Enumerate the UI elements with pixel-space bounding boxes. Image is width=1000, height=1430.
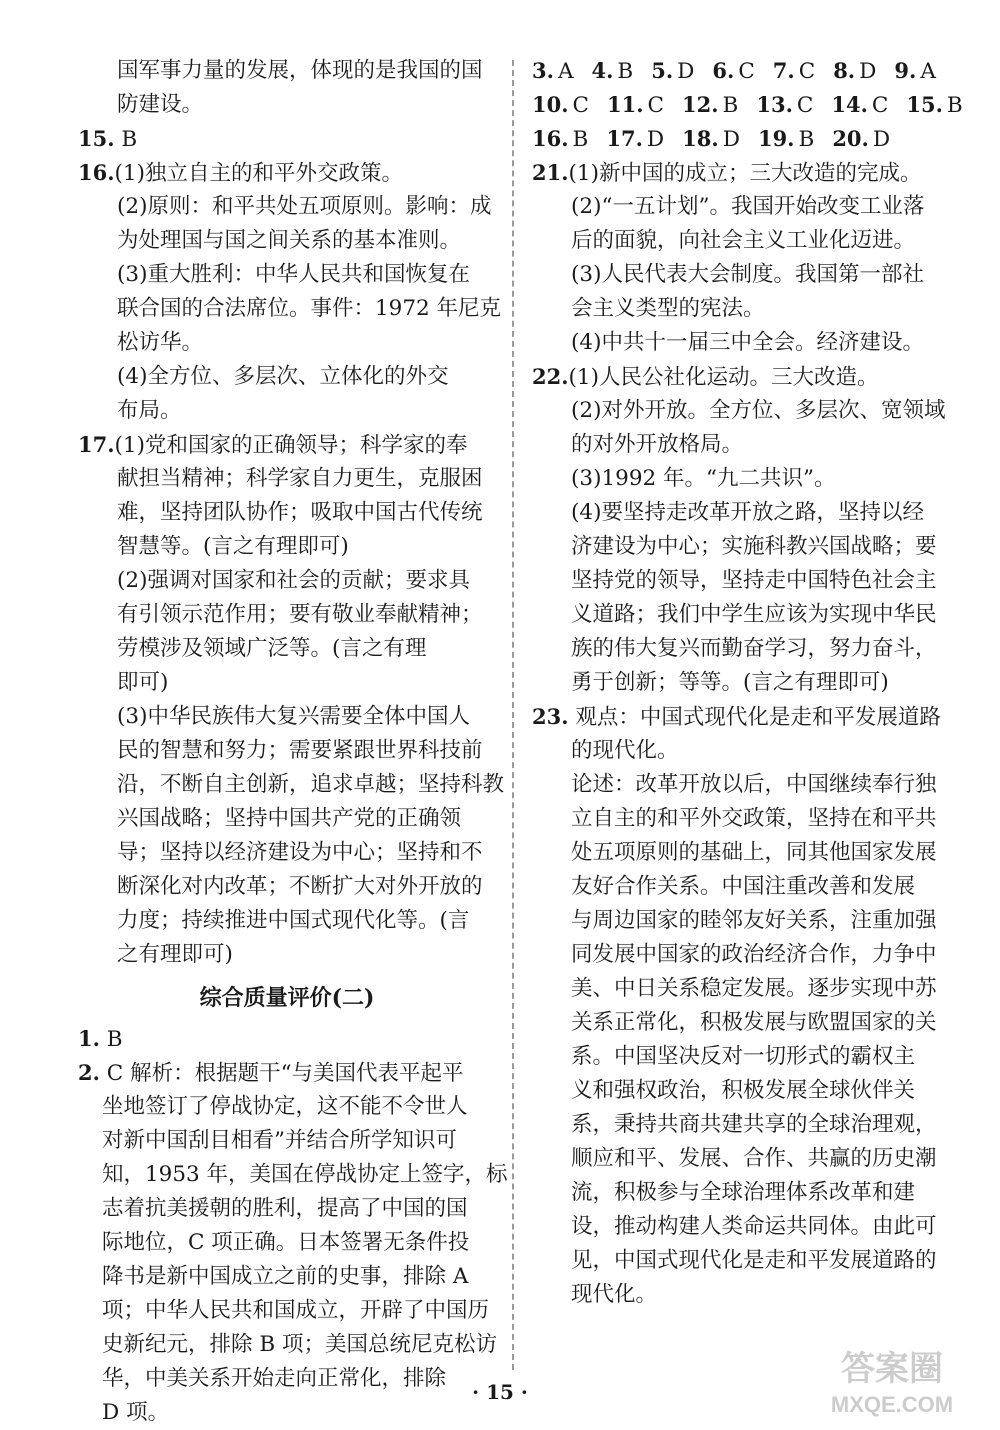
text-line: 有引领示范作用；要有敬业奉献精神； bbox=[117, 602, 483, 627]
text-line: (3)1992 年。“九二共识”。 bbox=[571, 466, 836, 491]
mc-answer bbox=[712, 54, 754, 89]
answer-letter: B bbox=[617, 59, 634, 84]
text-line: (3)中华民族伟大复兴需要全体中国人 bbox=[117, 704, 470, 729]
watermark-logo bbox=[812, 1340, 972, 1420]
question-number: 15. bbox=[906, 92, 943, 117]
mc-answer bbox=[607, 88, 664, 123]
question-number: 16. bbox=[78, 160, 115, 185]
answer-text: B bbox=[121, 127, 138, 152]
answer-letter: C bbox=[572, 93, 589, 118]
text-line: 即可) bbox=[117, 670, 169, 695]
text-line: 民的智慧和努力；需要紧跟世界科技前 bbox=[117, 738, 483, 763]
section-title: 综合质量评价(二) bbox=[199, 985, 375, 1011]
text-line: 义和强权政治，积极发展全球伙伴关 bbox=[571, 1078, 916, 1103]
text-line: 见，中国式现代化是走和平发展道路的 bbox=[571, 1248, 937, 1273]
text-line: (4)要坚持走改革开放之路，坚持以经 bbox=[571, 500, 924, 525]
text-line: 与周边国家的睦邻友好关系，注重加强 bbox=[571, 908, 937, 933]
answer-text: (1)人民公社化运动。三大改造。 bbox=[568, 365, 879, 390]
question-number: 2. bbox=[78, 1060, 100, 1085]
mc-row bbox=[532, 88, 963, 122]
text-line: 志着抗美援朝的胜利，提高了中国的国 bbox=[102, 1196, 468, 1221]
text-line: (2)“一五计划”。我国开始改变工业落 bbox=[571, 194, 925, 219]
text-line: 力度；持续推进中国式现代化等。(言 bbox=[117, 908, 470, 933]
question-number: 3. bbox=[532, 58, 554, 83]
question-number: 12. bbox=[682, 92, 719, 117]
question-number: 17. bbox=[78, 432, 115, 457]
mc-row bbox=[532, 54, 952, 88]
answer-text: 观点：中国式现代化是走和平发展道路 bbox=[575, 705, 941, 730]
text-line: 兴国战略；坚持中国共产党的正确领 bbox=[117, 806, 462, 831]
mc-answer bbox=[756, 88, 813, 123]
text-line: 勇于创新；等等。(言之有理即可) bbox=[571, 670, 889, 695]
text-line: 劳模涉及领域广泛等。(言之有理 bbox=[117, 636, 427, 661]
question-number: 22. bbox=[532, 364, 569, 389]
text-line: 断深化对内改革；不断扩大对外开放的 bbox=[117, 874, 483, 899]
text-line: (4)中共十一届三中全会。经济建设。 bbox=[571, 330, 924, 355]
mc-answer bbox=[532, 88, 589, 123]
text-line: 系。中国坚决反对一切形式的霸权主 bbox=[571, 1044, 916, 1069]
answer-letter: D bbox=[722, 127, 740, 152]
page-number: · 15 · bbox=[472, 1380, 528, 1404]
text-line: 难，坚持团队协作；吸取中国古代传统 bbox=[117, 500, 483, 525]
answer-15 bbox=[78, 122, 496, 156]
left-column bbox=[78, 54, 508, 1430]
answer-text: C 解析：根据题干“与美国代表平起平 bbox=[106, 1061, 464, 1086]
question-number: 23. bbox=[532, 704, 569, 729]
mc-row bbox=[532, 122, 952, 156]
text-line: 国军事力量的发展，体现的是我国的国 bbox=[117, 58, 483, 83]
question-number: 8. bbox=[833, 58, 856, 83]
mc-answer bbox=[832, 122, 890, 157]
mc-answer bbox=[532, 54, 573, 89]
text-line: 坚持党的领导，坚持走中国特色社会主 bbox=[571, 568, 937, 593]
text-line: 对新中国刮目相看”并结合所学知识可 bbox=[102, 1128, 457, 1153]
question-number: 18. bbox=[682, 126, 719, 151]
answer-text: (1)新中国的成立；三大改造的完成。 bbox=[568, 161, 922, 186]
text-line: 布局。 bbox=[117, 398, 182, 423]
question-number: 6. bbox=[712, 58, 735, 83]
question-number: 15. bbox=[78, 126, 115, 151]
multiple-choice-answers bbox=[532, 54, 963, 156]
answer-17 bbox=[78, 428, 496, 462]
answer-21 bbox=[532, 156, 952, 190]
text-line: 论述：改革开放以后，中国继续奉行独 bbox=[571, 772, 937, 797]
question-number: 16. bbox=[532, 126, 569, 151]
mc-answer bbox=[906, 88, 962, 123]
question-number: 1. bbox=[78, 1026, 100, 1051]
text-line: 知，1953 年，美国在停战协定上签字，标 bbox=[102, 1162, 508, 1187]
text-line: 之有理即可) bbox=[117, 942, 233, 967]
text-line: 现代化。 bbox=[571, 1282, 658, 1307]
text-line: 处五项原则的基础上，同其他国家发展 bbox=[571, 840, 937, 865]
mc-answer bbox=[833, 54, 876, 89]
answer-1 bbox=[78, 1022, 496, 1056]
text-line: 族的伟大复兴而勤奋学习，努力奋斗， bbox=[571, 636, 937, 661]
mc-answer bbox=[831, 88, 888, 123]
text-line: 坐地签订了停战协定，这不能不令世人 bbox=[102, 1094, 468, 1119]
answer-letter: B bbox=[946, 93, 963, 118]
text-line: 导；坚持以经济建设为中心；坚持和不 bbox=[117, 840, 483, 865]
mc-answer bbox=[758, 122, 814, 157]
mc-answer bbox=[682, 88, 738, 123]
answer-letter: C bbox=[798, 59, 816, 84]
text-line: 友好合作关系。中国注重改善和发展 bbox=[571, 874, 916, 899]
answer-letter: D bbox=[677, 59, 695, 84]
text-line: (2)原则：和平共处五项原则。影响：成 bbox=[117, 194, 492, 219]
question-number: 20. bbox=[832, 126, 869, 151]
question-number: 9. bbox=[894, 58, 917, 83]
question-number: 7. bbox=[772, 58, 795, 83]
answer-letter: A bbox=[557, 59, 574, 84]
text-line: (2)对外开放。全方位、多层次、宽领域 bbox=[571, 398, 946, 423]
answer-text: B bbox=[106, 1027, 123, 1052]
answer-23 bbox=[532, 700, 952, 734]
answer-letter: B bbox=[722, 93, 739, 118]
text-line: 献担当精神；科学家自力更生，克服困 bbox=[117, 466, 483, 491]
right-column bbox=[532, 54, 963, 1312]
text-line: 后的面貌，向社会主义工业化迈进。 bbox=[571, 228, 916, 253]
question-number: 21. bbox=[532, 160, 569, 185]
answer-letter: A bbox=[920, 59, 936, 84]
text-line: 设，推动构建人类命运共同体。由此可 bbox=[571, 1214, 937, 1239]
text-line: 系，秉持共商共建共享的全球治理观， bbox=[571, 1112, 937, 1137]
question-number: 19. bbox=[757, 126, 795, 151]
text-line: 际地位，C 项正确。日本签署无条件投 bbox=[102, 1230, 470, 1255]
text-line: 沿，不断自主创新，追求卓越；坚持科教 bbox=[117, 772, 505, 797]
question-number: 4. bbox=[591, 58, 614, 83]
text-line: 为处理国与国之间关系的基本准则。 bbox=[117, 228, 462, 253]
question-number: 5. bbox=[651, 58, 674, 83]
text-line: (2)强调对国家和社会的贡献；要求具 bbox=[117, 568, 470, 593]
mc-answer bbox=[682, 122, 740, 157]
mc-answer bbox=[591, 54, 633, 89]
text-line: 会主义类型的宪法。 bbox=[571, 296, 765, 321]
column-divider bbox=[512, 60, 514, 1370]
question-number: 13. bbox=[756, 92, 793, 117]
mc-answer bbox=[606, 122, 664, 157]
question-number: 10. bbox=[532, 92, 569, 117]
text-line: 史新纪元，排除 B 项；美国总统尼克松访 bbox=[102, 1332, 497, 1357]
answer-letter: C bbox=[738, 59, 755, 84]
answer-letter: C bbox=[796, 93, 814, 118]
text-line: D 项。 bbox=[102, 1400, 170, 1425]
text-line: (3)重大胜利：中华人民共和国恢复在 bbox=[117, 262, 470, 287]
mc-answer bbox=[532, 122, 588, 157]
text-line: 济建设为中心；实施科教兴国战略；要 bbox=[571, 534, 937, 559]
mc-answer bbox=[651, 54, 694, 89]
answer-16 bbox=[78, 156, 496, 190]
mc-answer bbox=[773, 54, 815, 89]
text-line: 联合国的合法席位。事件：1972 年尼克 bbox=[117, 296, 502, 321]
text-line: 流，积极参与全球治理体系改革和建 bbox=[571, 1180, 916, 1205]
text-line: (4)全方位、多层次、立体化的外交 bbox=[117, 364, 449, 389]
answer-letter: B bbox=[572, 127, 589, 152]
answer-2 bbox=[78, 1056, 496, 1090]
text-line: 防建设。 bbox=[117, 92, 204, 117]
text-line: 的现代化。 bbox=[571, 738, 679, 763]
answer-letter: C bbox=[871, 93, 889, 118]
text-line: 关系正常化，积极发展与欧盟国家的关 bbox=[571, 1010, 937, 1035]
text-line: 华，中美关系开始走向正常化，排除 bbox=[102, 1366, 447, 1391]
answer-text: (1)独立自主的和平外交政策。 bbox=[114, 161, 404, 186]
answer-text: (1)党和国家的正确领导；科学家的奉 bbox=[114, 433, 468, 458]
watermark-bottom-text: MXQE.COM bbox=[830, 1392, 954, 1417]
question-number: 14. bbox=[831, 92, 868, 117]
text-line: 的对外开放格局。 bbox=[571, 432, 744, 457]
text-line: 义道路；我们中学生应该为实现中华民 bbox=[571, 602, 937, 627]
question-number: 17. bbox=[606, 126, 643, 151]
text-line: 松访华。 bbox=[117, 330, 204, 355]
text-line: 项；中华人民共和国成立，开辟了中国历 bbox=[102, 1298, 490, 1323]
answer-letter: D bbox=[646, 127, 665, 152]
text-line: (3)人民代表大会制度。我国第一部社 bbox=[571, 262, 924, 287]
mc-answer bbox=[894, 54, 935, 89]
text-line: 顺应和平、发展、合作、共赢的历史潮 bbox=[571, 1146, 937, 1171]
text-line: 立自主的和平外交政策，坚持在和平共 bbox=[571, 806, 937, 831]
text-line: 智慧等。(言之有理即可) bbox=[117, 534, 349, 559]
answer-22 bbox=[532, 360, 952, 394]
answer-letter: B bbox=[798, 127, 815, 152]
watermark-top-text: 答案圈 bbox=[841, 1350, 943, 1388]
text-line: 降书是新中国成立之前的史事，排除 A bbox=[102, 1264, 469, 1289]
answer-letter: D bbox=[872, 127, 891, 152]
text-line: 同发展中国家的政治经济合作，力争中 bbox=[571, 942, 937, 967]
answer-letter: C bbox=[647, 93, 664, 118]
text-line: 美、中日关系稳定发展。逐步实现中苏 bbox=[571, 976, 937, 1001]
question-number: 11. bbox=[607, 92, 644, 117]
answer-letter: D bbox=[859, 59, 877, 84]
